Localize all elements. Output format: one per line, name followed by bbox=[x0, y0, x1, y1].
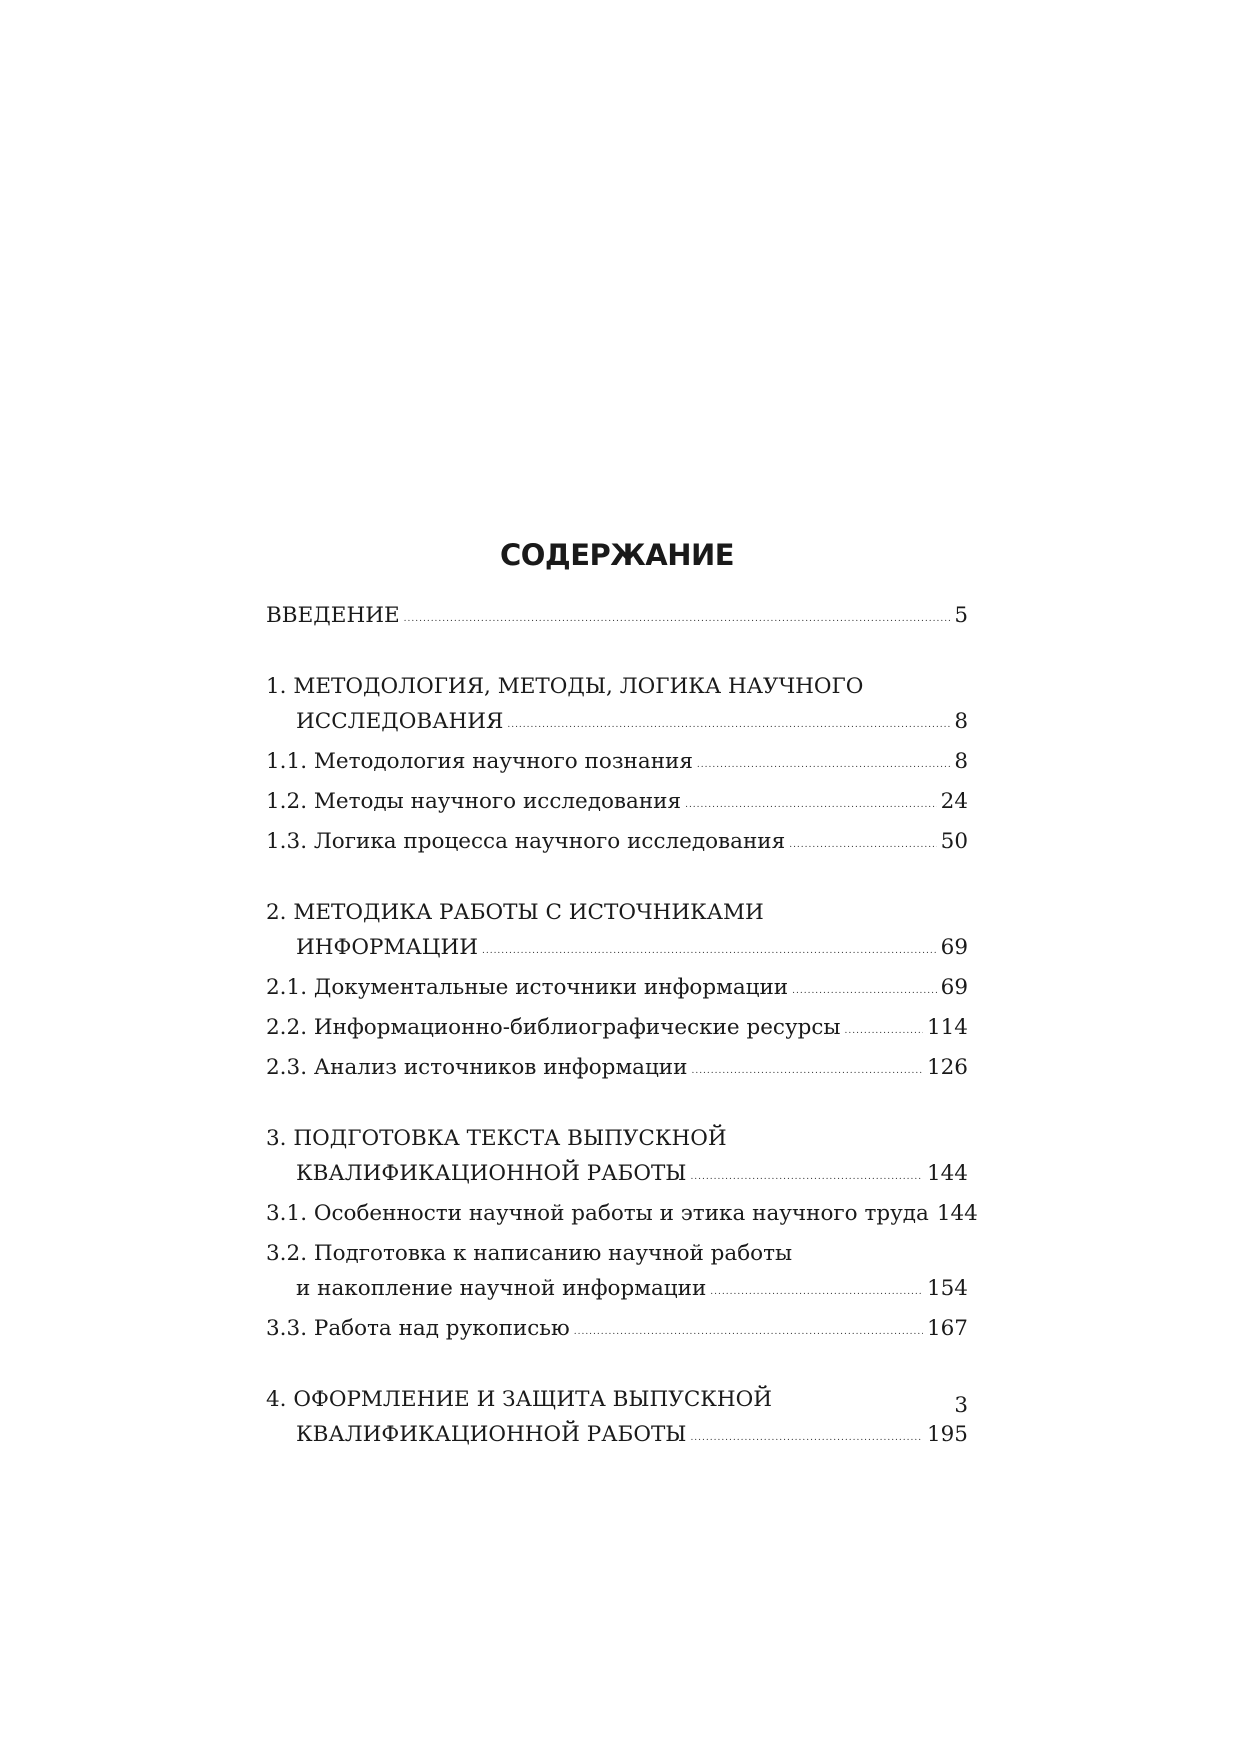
page-title: СОДЕРЖАНИЕ bbox=[499, 538, 735, 572]
toc-section-intro bbox=[266, 598, 968, 638]
toc-entry-title: 2.2. Информационно-библиографические ресурсы bbox=[266, 1015, 841, 1040]
chapter-heading-continuation bbox=[266, 1417, 968, 1457]
toc-entry bbox=[266, 744, 968, 784]
toc-entry bbox=[266, 1196, 978, 1236]
toc-entry-title: 1.2. Методы научного исследования bbox=[266, 789, 682, 814]
toc-entry-page: 126 bbox=[926, 1055, 968, 1080]
toc-section-chapter-4 bbox=[266, 1382, 968, 1457]
toc-entry-page: 144 bbox=[936, 1201, 978, 1226]
chapter-title-continued: КВАЛИФИКАЦИОННОЙ РАБОТЫ bbox=[296, 1422, 687, 1447]
toc-entry-title: ВВЕДЕНИЕ bbox=[266, 603, 400, 628]
toc-section-chapter-3 bbox=[266, 1121, 978, 1351]
toc-entry bbox=[266, 824, 968, 864]
book-page bbox=[266, 0, 978, 1755]
dot-leader bbox=[690, 1421, 923, 1456]
dot-leader bbox=[685, 788, 937, 823]
dot-leader bbox=[507, 708, 950, 743]
toc-entry-title: 2.3. Анализ источников информации bbox=[266, 1055, 688, 1080]
chapter-heading-continuation bbox=[266, 930, 968, 970]
chapter-title-continued: ИНФОРМАЦИИ bbox=[296, 935, 478, 960]
toc-section-chapter-1 bbox=[266, 669, 968, 864]
chapter-title: 4. ОФОРМЛЕНИЕ И ЗАЩИТА ВЫПУСКНОЙ bbox=[266, 1387, 773, 1412]
toc-entry-title: 3.1. Особенности научной работы и этика научного труда bbox=[266, 1201, 929, 1226]
chapter-heading-continuation bbox=[266, 1156, 968, 1196]
chapter-title-continued: ИССЛЕДОВАНИЯ bbox=[296, 709, 504, 734]
toc-section-chapter-2 bbox=[266, 895, 968, 1090]
toc-entry-title: 3.2. Подготовка к написанию научной работы bbox=[266, 1241, 793, 1266]
toc-entry-title-continued: и накопление научной информации bbox=[296, 1276, 707, 1301]
chapter-heading-line bbox=[266, 1382, 968, 1417]
toc-entry-page: 8 bbox=[954, 749, 968, 774]
chapter-heading-line bbox=[266, 895, 968, 930]
toc-entry bbox=[266, 598, 968, 638]
table-of-contents bbox=[266, 598, 978, 1488]
toc-entry bbox=[266, 1050, 968, 1090]
chapter-heading-line bbox=[266, 1121, 968, 1156]
toc-entry-page: 50 bbox=[940, 829, 968, 854]
toc-entry-title: 3.3. Работа над рукописью bbox=[266, 1316, 570, 1341]
toc-entry bbox=[266, 1010, 968, 1050]
toc-entry-page: 24 bbox=[940, 789, 968, 814]
toc-entry bbox=[266, 970, 968, 1010]
dot-leader bbox=[845, 1014, 923, 1049]
toc-entry-page: 114 bbox=[926, 1015, 968, 1040]
toc-entry bbox=[266, 784, 968, 824]
toc-entry-page: 167 bbox=[926, 1316, 968, 1341]
toc-entry-page: 69 bbox=[940, 935, 968, 960]
dot-leader bbox=[691, 1054, 922, 1089]
toc-entry-title: 2.1. Документальные источники информации bbox=[266, 975, 789, 1000]
toc-entry bbox=[266, 1311, 968, 1351]
toc-entry-page: 69 bbox=[940, 975, 968, 1000]
toc-entry-page: 154 bbox=[926, 1276, 968, 1301]
dot-leader bbox=[710, 1275, 923, 1310]
chapter-title: 3. ПОДГОТОВКА ТЕКСТА ВЫПУСКНОЙ bbox=[266, 1126, 727, 1151]
chapter-title: 2. МЕТОДИКА РАБОТЫ С ИСТОЧНИКАМИ bbox=[266, 900, 764, 925]
dot-leader bbox=[690, 1160, 923, 1195]
toc-entry-page: 5 bbox=[954, 603, 968, 628]
toc-entry-multiline-continuation bbox=[266, 1271, 968, 1311]
dot-leader bbox=[574, 1315, 923, 1350]
chapter-heading-continuation bbox=[266, 704, 968, 744]
dot-leader bbox=[792, 974, 937, 1009]
dot-leader bbox=[789, 828, 936, 863]
toc-entry-page: 144 bbox=[926, 1161, 968, 1186]
dot-leader bbox=[482, 934, 937, 969]
chapter-title-continued: КВАЛИФИКАЦИОННОЙ РАБОТЫ bbox=[296, 1161, 687, 1186]
toc-entry-page: 195 bbox=[926, 1422, 968, 1447]
page-number: 3 bbox=[954, 1393, 968, 1418]
toc-entry-page: 8 bbox=[954, 709, 968, 734]
toc-entry-title: 1.1. Методология научного познания bbox=[266, 749, 693, 774]
chapter-title: 1. МЕТОДОЛОГИЯ, МЕТОДЫ, ЛОГИКА НАУЧНОГО bbox=[266, 674, 864, 699]
dot-leader bbox=[404, 602, 951, 637]
chapter-heading-line bbox=[266, 669, 968, 704]
dot-leader bbox=[697, 748, 950, 783]
toc-entry-title: 1.3. Логика процесса научного исследования bbox=[266, 829, 786, 854]
toc-entry-multiline-first bbox=[266, 1236, 968, 1271]
